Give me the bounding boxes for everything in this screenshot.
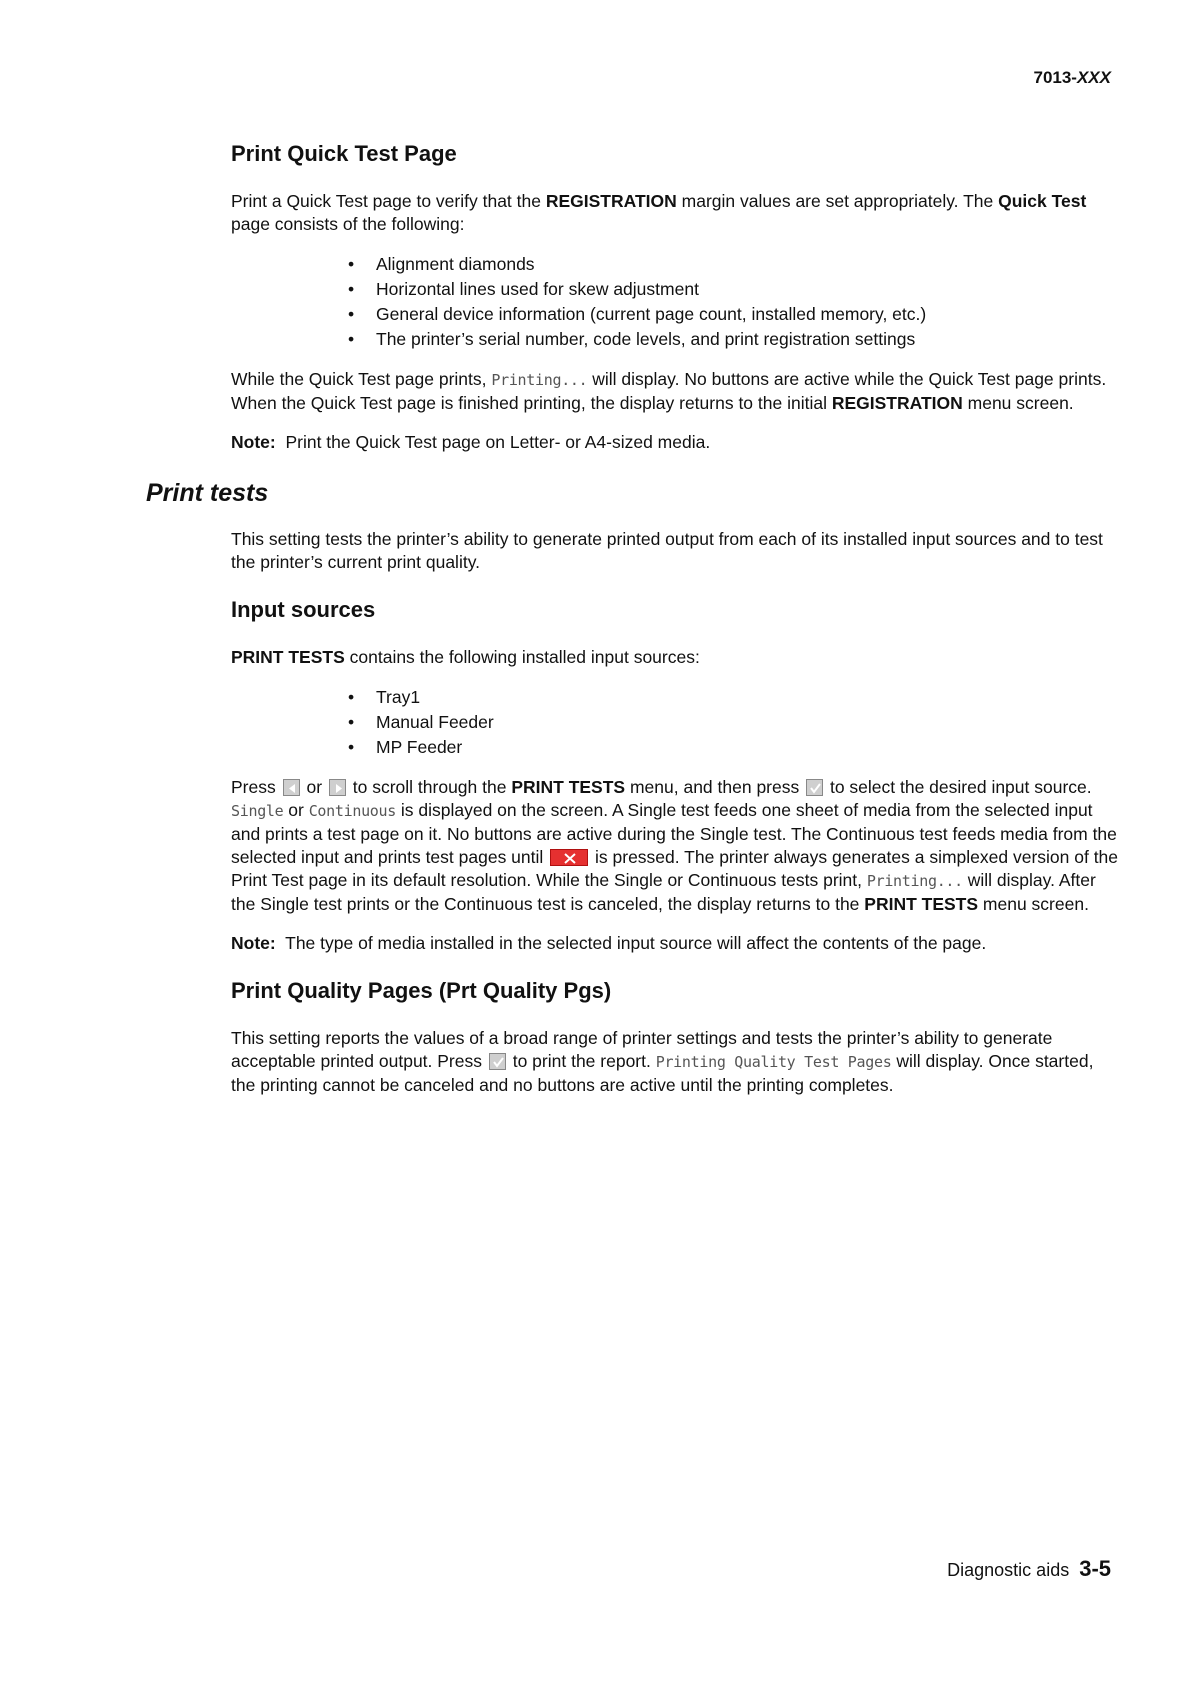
text: will display. Once started, the printing cannot be canceled and no buttons are active until the printing completes.	[231, 1051, 1094, 1095]
text: will display. No buttons are active while the Quick Test page prints. When the Quick Test page is finished printing, the display returns to the initial	[231, 369, 1107, 413]
text: to print the report.	[507, 1051, 656, 1071]
input-sources-paragraph	[231, 776, 1121, 916]
display-message: Printing...	[866, 872, 963, 890]
list-item: • The printer’s serial number, code levels, and print registration settings	[376, 327, 1121, 352]
text: is displayed on the screen. A Single test feeds one sheet of media from the selected input and prints a test page on it. No buttons are active during the Single test. The Continuous test feeds media from the selected input and prints test pages until	[231, 800, 1117, 867]
footer-section-label: Diagnostic aids	[947, 1560, 1070, 1580]
text: will display. After the Single test prints or the Continuous test is canceled, the display returns to the	[231, 870, 1096, 914]
input-sources-list	[231, 685, 1121, 760]
text: Print a Quick Test page to verify that the	[231, 191, 546, 211]
heading-print-tests: Print tests	[146, 479, 269, 507]
list-item: • Tray1	[376, 685, 1121, 710]
list-item: • Alignment diamonds	[376, 252, 1121, 277]
text: menu, and then press	[625, 777, 805, 797]
display-message: Printing...	[491, 371, 588, 389]
page-number: 3-5	[1079, 1556, 1111, 1581]
display-message: Single	[231, 802, 284, 820]
note-label: Note:	[231, 432, 276, 452]
bold-text: PRINT TESTS	[864, 894, 979, 914]
quick-test-paragraph	[231, 368, 1121, 415]
print-tests-intro: This setting tests the printer’s ability to generate printed output from each of its installed input sources and to test the printer’s current print quality.	[231, 529, 1103, 572]
input-sources-note	[231, 932, 1121, 955]
text: Press	[231, 777, 281, 797]
text: to scroll through the	[347, 777, 512, 797]
heading-print-quick-test-page: Print Quick Test Page	[231, 141, 457, 166]
bold-text: PRINT TESTS	[231, 647, 345, 667]
list-item: • Horizontal lines used for skew adjustment	[376, 277, 1121, 302]
text: menu screen.	[962, 393, 1074, 413]
input-sources-lead	[231, 646, 1121, 669]
text: is pressed. The printer always generates a simplexed version of the Print Test page in its default resolution. While the Single or Continuous tests print,	[231, 847, 1119, 890]
check-icon	[806, 779, 823, 796]
quick-test-contents-list	[231, 252, 1121, 352]
display-message: Printing Quality Test Pages	[655, 1053, 892, 1071]
heading-input-sources: Input sources	[231, 597, 376, 622]
bold-text: PRINT TESTS	[511, 777, 626, 797]
note-label: Note:	[231, 933, 276, 953]
bold-text: REGISTRATION	[545, 191, 677, 211]
model-prefix: 7013-	[1033, 68, 1077, 87]
right-arrow-icon	[329, 779, 346, 796]
bold-text: REGISTRATION	[831, 393, 963, 413]
text: menu screen.	[978, 894, 1089, 914]
text: or	[283, 800, 309, 820]
page-content	[146, 140, 1121, 1113]
bold-text: Quick Test	[998, 191, 1087, 211]
list-item: • General device information (current page count, installed memory, etc.)	[376, 302, 1121, 327]
heading-print-quality-pages: Print Quality Pages (Prt Quality Pgs)	[231, 978, 612, 1003]
text: This setting reports the values of a broad range of printer settings and tests the printer’s ability to generate acceptable printed output. Press	[231, 1028, 1053, 1071]
document-model-number	[1033, 68, 1111, 88]
quick-test-note	[231, 431, 1121, 454]
print-quality-paragraph	[231, 1027, 1121, 1097]
text: contains the following installed input sources:	[344, 647, 700, 667]
display-message: Continuous	[308, 802, 396, 820]
text: margin values are set appropriately. The	[676, 191, 999, 211]
check-icon	[489, 1053, 506, 1070]
quick-test-intro	[231, 190, 1121, 236]
note-text: The type of media installed in the selected input source will affect the contents of the page.	[275, 933, 987, 953]
text: or	[301, 777, 327, 797]
text: page consists of the following:	[231, 214, 465, 234]
page-footer	[947, 1556, 1111, 1582]
list-item: • Manual Feeder	[376, 710, 1121, 735]
text: While the Quick Test page prints,	[231, 369, 492, 389]
list-item: • MP Feeder	[376, 735, 1121, 760]
note-text: Print the Quick Test page on Letter- or A4-sized media.	[275, 432, 711, 452]
text: to select the desired input source.	[825, 777, 1092, 797]
stop-icon	[550, 849, 588, 866]
model-suffix: XXX	[1076, 68, 1111, 87]
left-arrow-icon	[283, 779, 300, 796]
